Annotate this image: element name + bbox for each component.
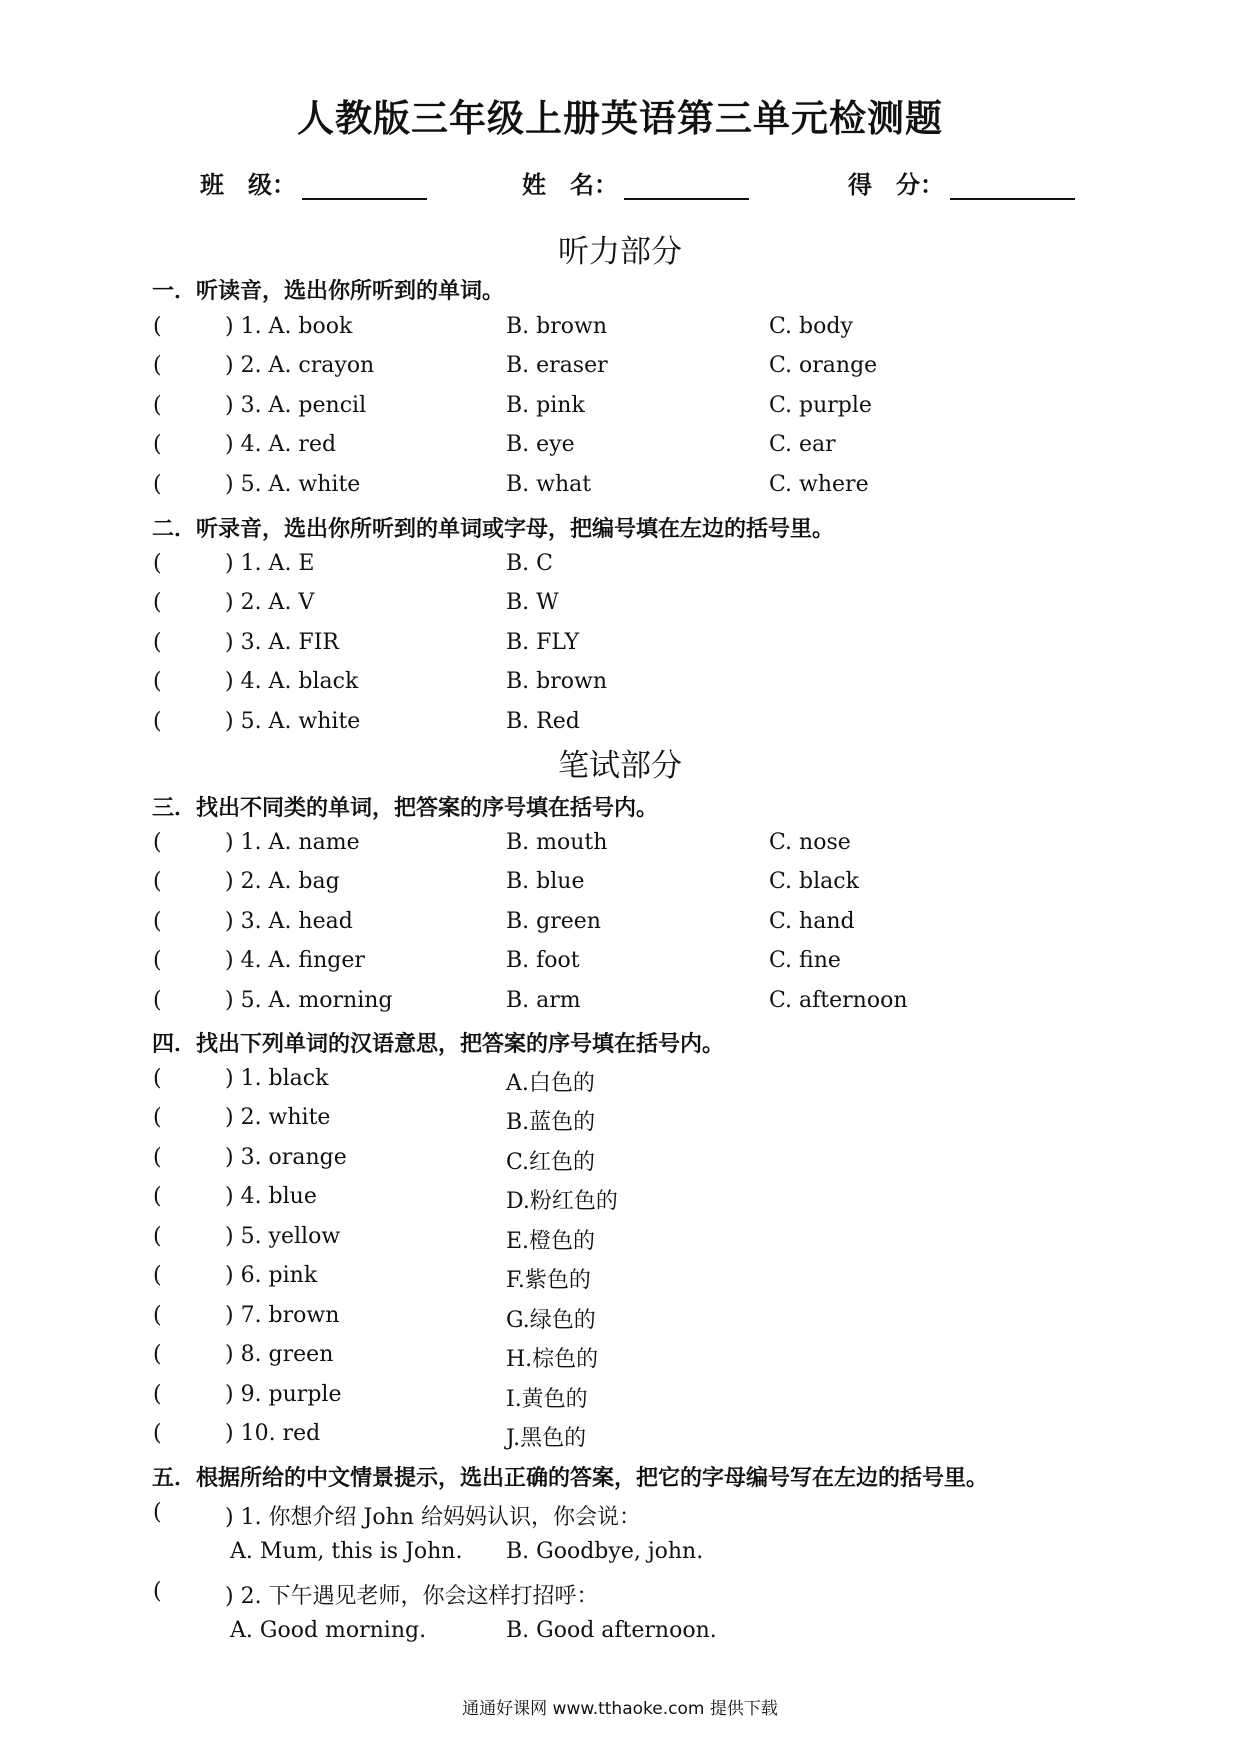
option-c: C. ear — [769, 432, 836, 457]
answer-paren[interactable]: ( — [153, 669, 162, 694]
option-a: ) 1. A. name — [225, 830, 360, 855]
answer-paren[interactable]: ( — [153, 590, 162, 615]
question-row — [0, 909, 1240, 943]
option-a: ) 3. A. pencil — [225, 393, 367, 418]
english-word: ) 5. yellow — [225, 1224, 341, 1249]
question-row — [0, 1303, 1240, 1337]
answer-paren[interactable]: ( — [153, 353, 162, 378]
answer-paren[interactable]: ( — [153, 393, 162, 418]
answer-options-row — [0, 1539, 1240, 1573]
option-b: B. brown — [506, 669, 607, 694]
answer-paren[interactable]: ( — [153, 1066, 162, 1091]
question-row — [0, 669, 1240, 703]
section-1-heading: 一．听读音，选出你所听到的单词。 — [152, 279, 505, 304]
option-a: ) 4. A. finger — [225, 948, 365, 973]
answer-paren[interactable]: ( — [153, 1145, 162, 1170]
option-a: ) 5. A. morning — [225, 988, 393, 1013]
name-blank[interactable] — [624, 170, 749, 200]
answer-paren[interactable]: ( — [153, 630, 162, 655]
option-c: C. orange — [769, 353, 878, 378]
answer-paren[interactable]: ( — [153, 1184, 162, 1209]
english-word: ) 9. purple — [225, 1382, 342, 1407]
question-row — [0, 1263, 1240, 1297]
section-2-heading: 二．听录音，选出你所听到的单词或字母，把编号填在左边的括号里。 — [152, 517, 835, 542]
question-row — [0, 432, 1240, 466]
question-row — [0, 1342, 1240, 1376]
score-label: 得 分： — [848, 171, 944, 199]
chinese-meaning: G.绿色的 — [506, 1308, 596, 1333]
answer-paren[interactable]: ( — [153, 1224, 162, 1249]
class-field — [200, 165, 427, 200]
option-c: C. fine — [769, 948, 841, 973]
question-row — [0, 1105, 1240, 1139]
option-c: C. purple — [769, 393, 872, 418]
name-field — [522, 165, 749, 200]
option-b: B. W — [506, 590, 559, 615]
answer-paren[interactable]: ( — [153, 1382, 162, 1407]
option-b: B. pink — [506, 393, 585, 418]
situation-prompt: ) 2. 下午遇见老师，你会这样打招呼： — [225, 1584, 599, 1609]
option-b: B. foot — [506, 948, 580, 973]
answer-paren[interactable]: ( — [153, 314, 162, 339]
score-blank[interactable] — [950, 170, 1075, 200]
page-title: 人教版三年级上册英语第三单元检测题 — [297, 97, 943, 140]
answer-paren[interactable]: ( — [153, 1303, 162, 1328]
class-blank[interactable] — [302, 170, 427, 200]
answer-paren[interactable]: ( — [153, 472, 162, 497]
option-a: ) 4. A. black — [225, 669, 359, 694]
question-row — [0, 314, 1240, 348]
option-b: B. Good afternoon. — [506, 1618, 717, 1643]
option-c: C. where — [769, 472, 869, 497]
option-a: ) 3. A. FIR — [225, 630, 339, 655]
chinese-meaning: A.白色的 — [506, 1071, 595, 1096]
answer-paren[interactable]: ( — [153, 1105, 162, 1130]
answer-paren[interactable]: ( — [153, 1342, 162, 1367]
english-word: ) 1. black — [225, 1066, 329, 1091]
answer-paren[interactable]: ( — [153, 1500, 162, 1525]
option-b: B. arm — [506, 988, 581, 1013]
option-a: ) 2. A. crayon — [225, 353, 375, 378]
question-row — [0, 1382, 1240, 1416]
option-a: A. Good morning. — [230, 1618, 427, 1643]
section-4-heading: 四．找出下列单词的汉语意思，把答案的序号填在括号内。 — [152, 1032, 725, 1057]
answer-paren[interactable]: ( — [153, 830, 162, 855]
option-a: ) 3. A. head — [225, 909, 353, 934]
question-row — [0, 590, 1240, 624]
answer-paren[interactable]: ( — [153, 869, 162, 894]
answer-paren[interactable]: ( — [153, 551, 162, 576]
english-word: ) 8. green — [225, 1342, 334, 1367]
option-c: C. body — [769, 314, 853, 339]
option-b: B. blue — [506, 869, 585, 894]
chinese-meaning: J.黑色的 — [506, 1426, 587, 1451]
answer-paren[interactable]: ( — [153, 988, 162, 1013]
english-word: ) 6. pink — [225, 1263, 318, 1288]
option-c: C. afternoon — [769, 988, 908, 1013]
listening-part-heading: 听力部分 — [558, 234, 682, 270]
footer-source: 通通好课网 www.tthaoke.com 提供下载 — [462, 1699, 778, 1719]
option-b: B. Goodbye, john. — [506, 1539, 704, 1564]
option-b: B. FLY — [506, 630, 580, 655]
option-b: B. eraser — [506, 353, 608, 378]
chinese-meaning: B.蓝色的 — [506, 1110, 596, 1135]
chinese-meaning: C.红色的 — [506, 1150, 596, 1175]
score-field — [848, 165, 1075, 200]
option-b: B. C — [506, 551, 553, 576]
question-row — [0, 630, 1240, 664]
answer-paren[interactable]: ( — [153, 1421, 162, 1446]
chinese-meaning: E.橙色的 — [506, 1229, 596, 1254]
option-a: ) 2. A. V — [225, 590, 315, 615]
question-row — [0, 1184, 1240, 1218]
question-row — [0, 472, 1240, 506]
section-5-heading: 五．根据所给的中文情景提示，选出正确的答案，把它的字母编号写在左边的括号里。 — [152, 1466, 989, 1491]
class-label: 班 级： — [200, 171, 296, 199]
question-row — [0, 1145, 1240, 1179]
english-word: ) 10. red — [225, 1421, 321, 1446]
option-a: ) 5. A. white — [225, 472, 361, 497]
question-row — [0, 1066, 1240, 1100]
question-row — [0, 353, 1240, 387]
chinese-meaning: H.棕色的 — [506, 1347, 599, 1372]
english-word: ) 7. brown — [225, 1303, 340, 1328]
name-label: 姓 名： — [522, 171, 618, 199]
option-b: B. eye — [506, 432, 575, 457]
option-b: B. Red — [506, 709, 580, 734]
question-row — [0, 869, 1240, 903]
question-row — [0, 709, 1240, 743]
answer-paren[interactable]: ( — [153, 709, 162, 734]
option-c: C. hand — [769, 909, 855, 934]
student-info-row — [0, 165, 1240, 205]
question-row — [0, 1579, 1240, 1613]
writing-part-heading: 笔试部分 — [558, 748, 682, 784]
option-b: B. mouth — [506, 830, 608, 855]
chinese-meaning: I.黄色的 — [506, 1387, 588, 1412]
option-b: B. green — [506, 909, 601, 934]
answer-paren[interactable]: ( — [153, 1579, 162, 1604]
answer-paren[interactable]: ( — [153, 909, 162, 934]
option-a: A. Mum, this is John. — [230, 1539, 463, 1564]
option-a: ) 4. A. red — [225, 432, 337, 457]
option-a: ) 1. A. book — [225, 314, 353, 339]
question-row — [0, 551, 1240, 585]
option-a: ) 5. A. white — [225, 709, 361, 734]
question-row — [0, 1421, 1240, 1455]
option-a: ) 2. A. bag — [225, 869, 340, 894]
answer-paren[interactable]: ( — [153, 948, 162, 973]
question-row — [0, 830, 1240, 864]
chinese-meaning: D.粉红色的 — [506, 1189, 618, 1214]
option-c: C. black — [769, 869, 859, 894]
question-row — [0, 948, 1240, 982]
question-row — [0, 1500, 1240, 1534]
english-word: ) 2. white — [225, 1105, 331, 1130]
english-word: ) 4. blue — [225, 1184, 317, 1209]
question-row — [0, 1224, 1240, 1258]
option-b: B. brown — [506, 314, 607, 339]
answer-paren[interactable]: ( — [153, 1263, 162, 1288]
answer-paren[interactable]: ( — [153, 432, 162, 457]
chinese-meaning: F.紫色的 — [506, 1268, 591, 1293]
question-row — [0, 393, 1240, 427]
option-c: C. nose — [769, 830, 851, 855]
option-b: B. what — [506, 472, 592, 497]
question-row — [0, 988, 1240, 1022]
answer-options-row — [0, 1618, 1240, 1652]
english-word: ) 3. orange — [225, 1145, 347, 1170]
option-a: ) 1. A. E — [225, 551, 315, 576]
section-3-heading: 三．找出不同类的单词，把答案的序号填在括号内。 — [152, 796, 659, 821]
situation-prompt: ) 1. 你想介绍 John 给妈妈认识，你会说： — [225, 1505, 641, 1530]
